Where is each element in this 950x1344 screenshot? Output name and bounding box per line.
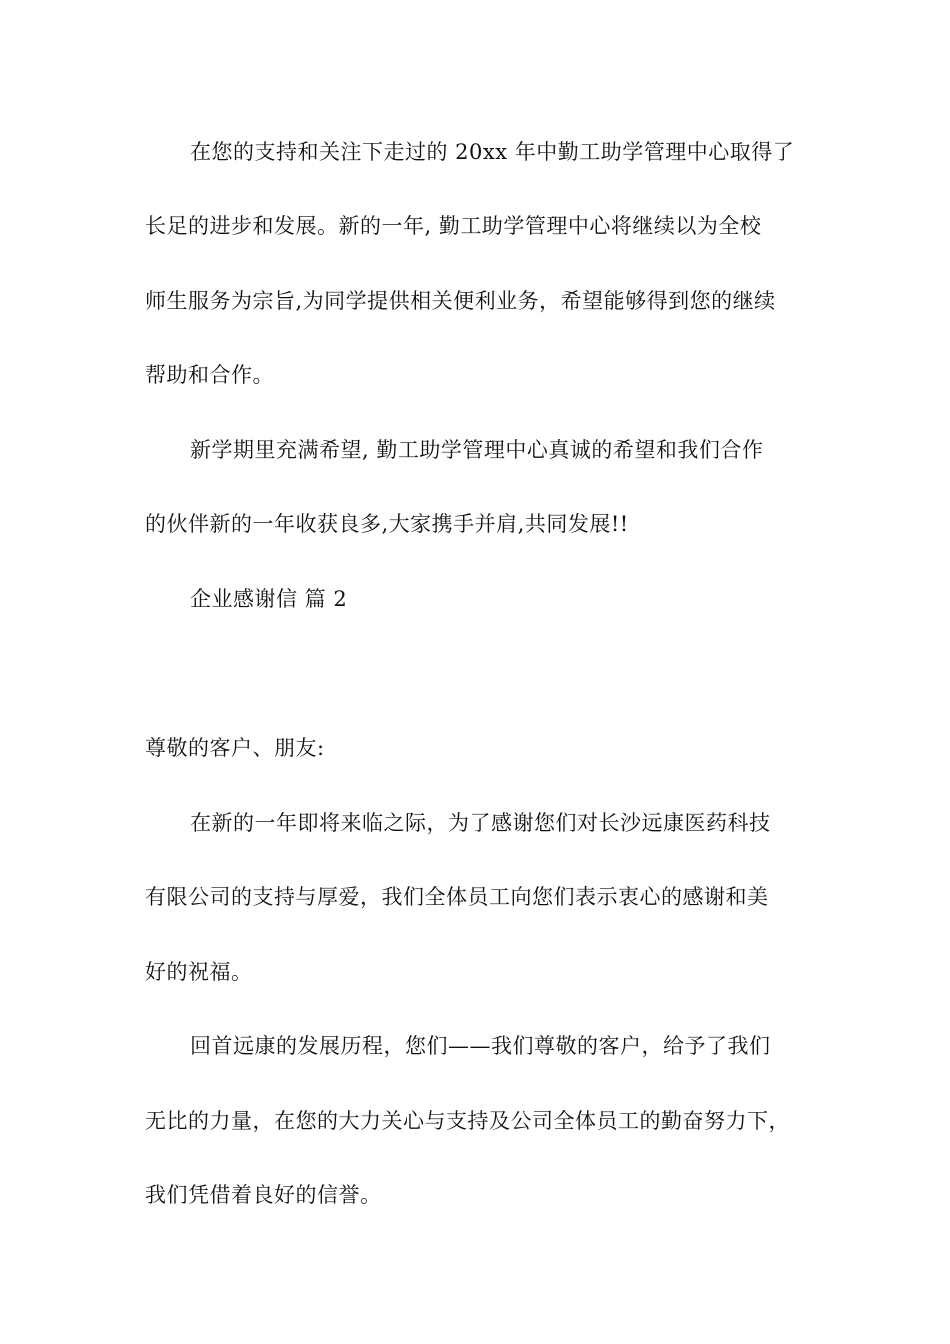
paragraph-4-line-2: 无比的力量，在您的大力关心与支持及公司全体员工的勤奋努力下， (145, 1109, 790, 1133)
paragraph-2-line-2: 的伙伴新的一年收获良多,大家携手并肩,共同发展!! (145, 512, 629, 536)
section-heading: 企业感谢信 篇 2 (190, 587, 348, 611)
paragraph-1-line-1: 在您的支持和关注下走过的 20xx 年中勤工助学管理中心取得了 (190, 140, 795, 164)
paragraph-1-line-2: 长足的进步和发展。新的一年, 勤工助学管理中心将继续以为全校 (145, 214, 762, 238)
paragraph-4-line-3: 我们凭借着良好的信誉。 (145, 1183, 382, 1207)
letter-salutation: 尊敬的客户、朋友: (145, 736, 325, 760)
paragraph-1-line-4: 帮助和合作。 (145, 363, 274, 387)
paragraph-4-line-1: 回首远康的发展历程，您们——我们尊敬的客户，给予了我们 (190, 1034, 771, 1058)
paragraph-1-line-3: 师生服务为宗旨,为同学提供相关便利业务，希望能够得到您的继续 (145, 289, 776, 313)
paragraph-3-line-2: 有限公司的支持与厚爱，我们全体员工向您们表示衷心的感谢和美 (145, 885, 769, 909)
paragraph-2-line-1: 新学期里充满希望, 勤工助学管理中心真诚的希望和我们合作 (190, 438, 764, 462)
paragraph-3-line-1: 在新的一年即将来临之际，为了感谢您们对长沙远康医药科技 (190, 811, 771, 835)
paragraph-3-line-3: 好的祝福。 (145, 960, 253, 984)
